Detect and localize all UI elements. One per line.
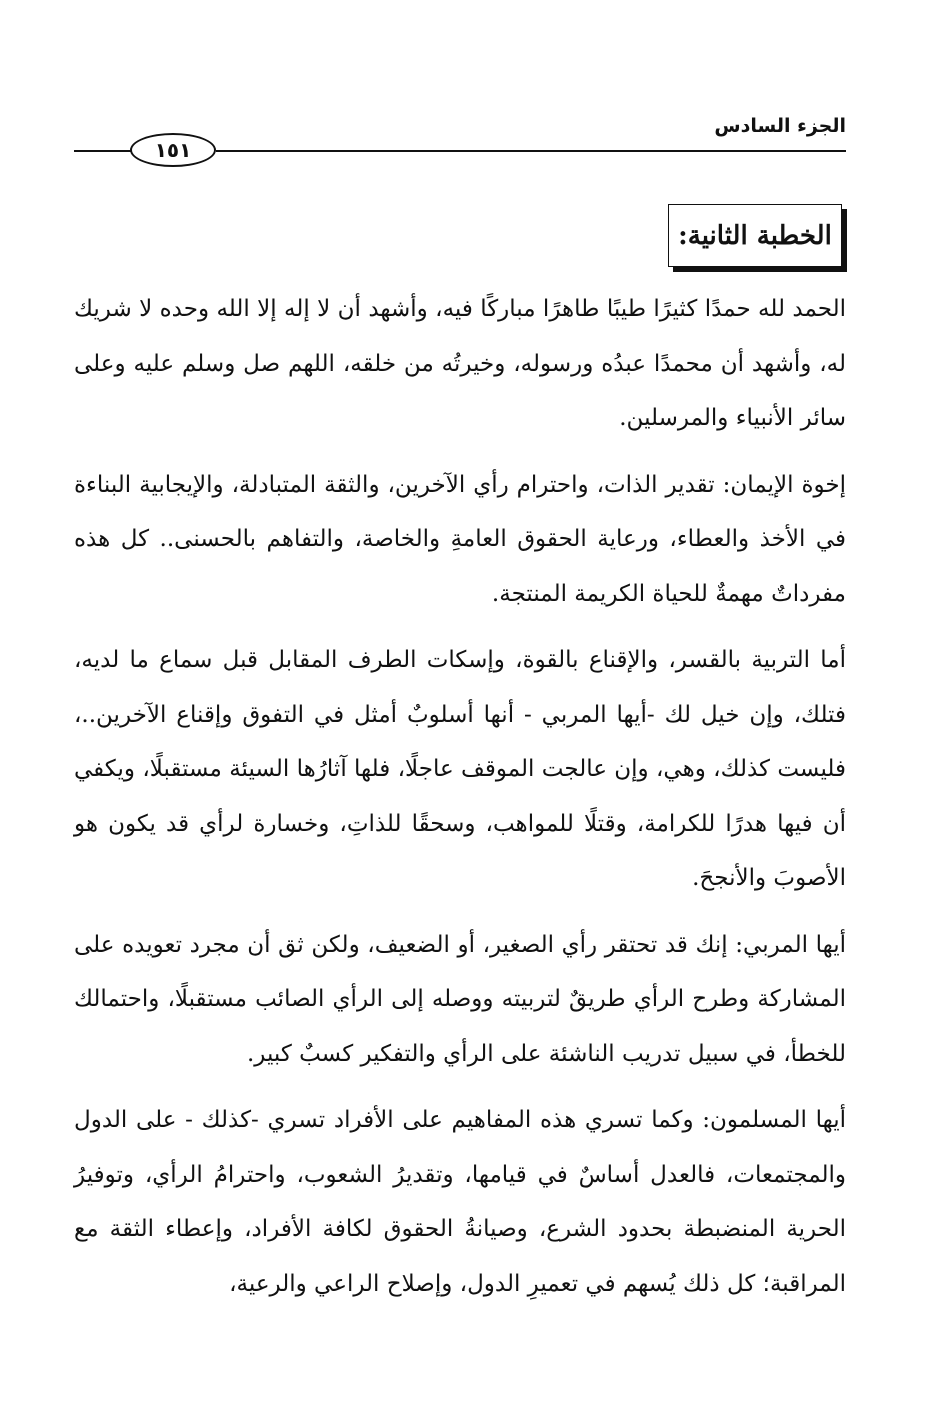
paragraph-5: أيها المسلمون: وكما تسري هذه المفاهيم على الأفراد تسري -كذلك - على الدول والمجتمعات، فالعدل أساسٌ في قيامها، وتقديرُ الشعوب، واحترامُ الرأي، وتوفيرُ الحرية المنضبطة بحدود الشرع، وصيانةُ الحقوق لكافة الأفراد، وإعطاء الثقة مع المراقبة؛ كل ذلك يُسهم في تعميرِ الدول، وإصلاح الراعي والرعية،: [74, 1107, 846, 1297]
running-head-title: الجزء السادس: [714, 115, 846, 137]
paragraph-4: أيها المربي: إنك قد تحتقر رأي الصغير، أو الضعيف، ولكن ثق أن مجرد تعويده على المشاركة وطرح الرأي طريقٌ لتربيته ووصله إلى الرأي الصائب مستقبلًا، واحتمالك للخطأ، في سبيل تدريب الناشئة على الرأي والتفكير كسبٌ كبير.: [74, 931, 846, 1067]
section-heading-box: [668, 204, 842, 267]
page-number: ١٥١: [154, 138, 192, 162]
paragraph-3: أما التربية بالقسر، والإقناع بالقوة، وإسكات الطرف المقابل قبل سماع ما لديه، فتلك، وإن خيل لك -أيها المربي - أنها أسلوبٌ أمثل في التفوق وإقناع الآخرين..، فليست كذلك، وهي، وإن عالجت الموقف عاجلًا، فلها آثارُها السيئة مستقبلًا، ويكفي أن فيها هدرًا للكرامة، وقتلًا للمواهب، وسحقًا للذاتِ، وخسارة لرأي قد يكون هو الأصوبَ والأنجحَ.: [74, 647, 846, 891]
header-rule-right: [216, 150, 846, 152]
page-number-badge: [130, 133, 216, 167]
paragraph-1: الحمد لله حمدًا كثيرًا طيبًا طاهرًا مباركًا فيه، وأشهد أن لا إله إلا الله وحده لا شريك له، وأشهد أن محمدًا عبدُه ورسوله، وخيرتُه من خلقه، اللهم صل وسلم عليه وعلى سائر الأنبياء والمرسلين.: [74, 296, 846, 431]
paragraph-2: إخوة الإيمان: تقدير الذات، واحترام رأي الآخرين، والثقة المتبادلة، والإيجابية البناءة في الأخذ والعطاء، ورعاية الحقوق العامةِ والخاصة، والتفاهم بالحسنى.. كل هذه مفرداتٌ مهمةٌ للحياة الكريمة المنتجة.: [74, 471, 846, 607]
header-rule-left: [74, 150, 132, 152]
body-text: [74, 282, 846, 1323]
section-heading: الخطبة الثانية:: [678, 220, 832, 251]
